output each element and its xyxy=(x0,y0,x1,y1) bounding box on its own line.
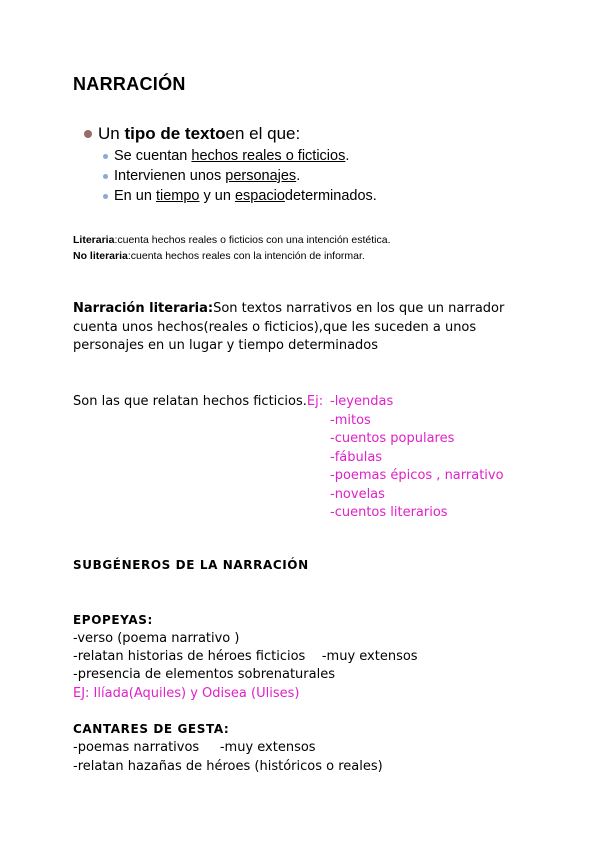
literary-term: Narración literaria: xyxy=(73,301,214,316)
definition-text: :cuenta hechos reales con la intención de informar. xyxy=(127,250,365,262)
item-pre: Intervienen unos xyxy=(114,168,222,184)
list-item: -mitos xyxy=(330,412,371,428)
fiction-list xyxy=(330,393,504,523)
item-underlined: tiempo xyxy=(155,188,200,204)
epopeyas-heading: EPOPEYAS: xyxy=(73,613,153,627)
cantares-heading: CANTARES DE GESTA: xyxy=(73,722,230,736)
list-item: -cuentos populares xyxy=(330,431,455,446)
definition-term: No literaria xyxy=(73,250,128,262)
item-underlined: personajes xyxy=(225,168,297,184)
bullet-dot-icon xyxy=(103,154,108,159)
slide-main-bullet xyxy=(84,124,300,144)
item-pre: Se cuentan xyxy=(114,148,188,164)
main-post: en el que: xyxy=(225,124,301,143)
epopeyas-line: -presencia de elementos sobrenaturales xyxy=(73,667,335,682)
item-post: determinados. xyxy=(284,188,377,204)
definition-literaria xyxy=(73,234,391,246)
item-underlined-2: espacio xyxy=(234,188,285,204)
slide-item xyxy=(103,148,349,164)
list-item: -fábulas xyxy=(330,449,383,465)
main-pre: Un xyxy=(98,124,120,143)
item-pre: En un xyxy=(114,188,152,204)
literary-paragraph xyxy=(73,300,543,356)
list-item: -novelas xyxy=(330,486,385,502)
definition-no-literaria xyxy=(73,250,365,262)
list-item: -leyendas xyxy=(330,394,394,409)
bullet-dot-icon xyxy=(103,174,108,179)
slide-item xyxy=(103,188,377,204)
item-post: . xyxy=(345,148,350,164)
list-item: -poemas épicos , narrativo xyxy=(330,468,504,483)
page-title: NARRACIÓN xyxy=(73,74,186,94)
epopeyas-example: EJ: Ilíada(Aquiles) y Odisea (Ulises) xyxy=(73,686,300,701)
bullet-dot-icon xyxy=(84,130,92,138)
main-bold: tipo de texto xyxy=(124,124,226,143)
epopeyas-line: -verso (poema narrativo ) xyxy=(73,631,240,646)
cantares-line: -poemas narrativos -muy extensos xyxy=(73,740,316,755)
epopeyas-line: -relatan historias de héroes ficticios -muy extensos xyxy=(73,649,418,664)
cantares-line: -relatan hazañas de héroes (históricos o reales) xyxy=(73,759,383,774)
fiction-lead-text: Son las que relatan hechos ficticios. xyxy=(73,394,307,409)
fiction-lead xyxy=(73,393,323,412)
item-underlined: hechos reales o ficticios xyxy=(191,148,346,164)
definition-term: Literaria xyxy=(73,234,115,246)
fiction-ej: Ej: xyxy=(306,394,324,409)
bullet-dot-icon xyxy=(103,194,108,199)
list-item: -cuentos literarios xyxy=(330,505,448,520)
subgenres-heading: SUBGÉNEROS DE LA NARRACIÓN xyxy=(73,558,309,572)
slide-item xyxy=(103,168,300,184)
definition-text: :cuenta hechos reales o ficticios con una intención estética. xyxy=(114,234,391,246)
item-mid: y un xyxy=(199,188,235,204)
literary-text: Son textos narrativos en los que un narrador cuenta unos hechos(reales o ficticios),que les suceden a unos personajes en un lugar y tiempo determinados xyxy=(73,301,505,353)
item-post: . xyxy=(296,168,301,184)
